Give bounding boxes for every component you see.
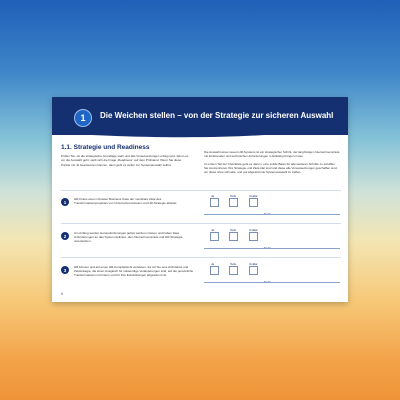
option-partial-label: Teils bbox=[230, 262, 237, 266]
checkbox-unclear[interactable] bbox=[249, 198, 258, 207]
checkbox-yes[interactable] bbox=[210, 198, 219, 207]
checkbox-yes[interactable] bbox=[210, 232, 219, 241]
section-intro-left: Prüfen Sie, ob die strategische Grundlage steht und alle Voraussetzungen erfolgt sind. Wenn es um die Auswahl geht, stellt sich die Frage „Readiness“ auf dem Prüfstand. Wenn Sie diese Punkte mit Ja beantworten können, dann geht es weiter zur Systemauswahl selbst. bbox=[61, 154, 189, 167]
intro-paragraph: Im ersten Teil der Checkliste geht es darum, eine solide Basis für alle weiteren Schritte zu schaffen. Sie konzentrieren Ihre Strategie und Ziele klar sind und diese alle Voraussetzungen geschaffen sind, um diese ohne schnelle, und gut abgestimmte Systemauswahl zu treffen. bbox=[204, 161, 338, 175]
question-text: Am Anfang werden Herausforderungen gelöst werden müssen und haben klare Anforderungen an das System definiert, die Unternehmensziele und HR-Strategie unterstützen. bbox=[74, 231, 183, 244]
question-number-badge: 1 bbox=[61, 198, 69, 206]
note-label: Notiz bbox=[264, 212, 271, 216]
option-unclear-label: Unklar bbox=[249, 228, 258, 232]
option-yes-label: Ja bbox=[211, 194, 215, 198]
option-yes-label: Ja bbox=[211, 262, 215, 266]
checkbox-partial[interactable] bbox=[229, 198, 238, 207]
checkbox-partial[interactable] bbox=[229, 232, 238, 241]
checklist-item bbox=[52, 262, 348, 302]
question-text: HR-Fokus einen robusten Business Case der messbare Ziele des Transformationsprojektes von Unternehmenszielen und HR-Strategie ableitet. bbox=[74, 197, 178, 206]
option-partial-label: Teils bbox=[230, 228, 237, 232]
checkbox-unclear[interactable] bbox=[249, 266, 258, 275]
divider bbox=[61, 190, 341, 191]
section-intro-right bbox=[204, 150, 340, 177]
checkbox-unclear[interactable] bbox=[249, 232, 258, 241]
divider bbox=[61, 223, 341, 224]
chapter-number-badge: 1 bbox=[74, 109, 92, 127]
intro-paragraph: Die Auswahl eines neuen HR-Systems ist ein strategischer Schritt, der langfristige Unternehmensziele mit funktionalen und technischen Anforderungen in Einklang bringen muss. bbox=[204, 150, 340, 159]
option-yes-label: Ja bbox=[211, 228, 215, 232]
question-text: HR können und auf einen HR-Komplettsicht verlassen, da mit Sie eine Architektur und Zeitstrategie, die einen Ausgleich für notwendige Veränderungen sind, auf die persönliche Transformations und intern und für Ihre Entwicklungen abgestimmt ist. bbox=[74, 265, 194, 278]
note-field[interactable] bbox=[204, 248, 340, 249]
option-partial-label: Teils bbox=[230, 194, 237, 198]
note-label: Notiz bbox=[264, 246, 271, 250]
section-title: 1.1. Strategie und Readiness bbox=[61, 144, 150, 151]
question-number-badge: 2 bbox=[61, 232, 69, 240]
divider bbox=[61, 257, 341, 258]
checklist-page bbox=[52, 97, 348, 302]
note-field[interactable] bbox=[204, 214, 340, 215]
option-unclear-label: Unklar bbox=[249, 194, 258, 198]
chapter-title: Die Weichen stellen – von der Strategie zur sicheren Auswahl bbox=[100, 111, 334, 120]
note-field[interactable] bbox=[204, 282, 340, 283]
option-unclear-label: Unklar bbox=[249, 262, 258, 266]
checkbox-yes[interactable] bbox=[210, 266, 219, 275]
checkbox-partial[interactable] bbox=[229, 266, 238, 275]
note-label: Notiz bbox=[264, 280, 271, 284]
banner-wave bbox=[52, 123, 348, 145]
question-number-badge: 3 bbox=[61, 266, 69, 274]
page-number: 6 bbox=[61, 292, 63, 296]
